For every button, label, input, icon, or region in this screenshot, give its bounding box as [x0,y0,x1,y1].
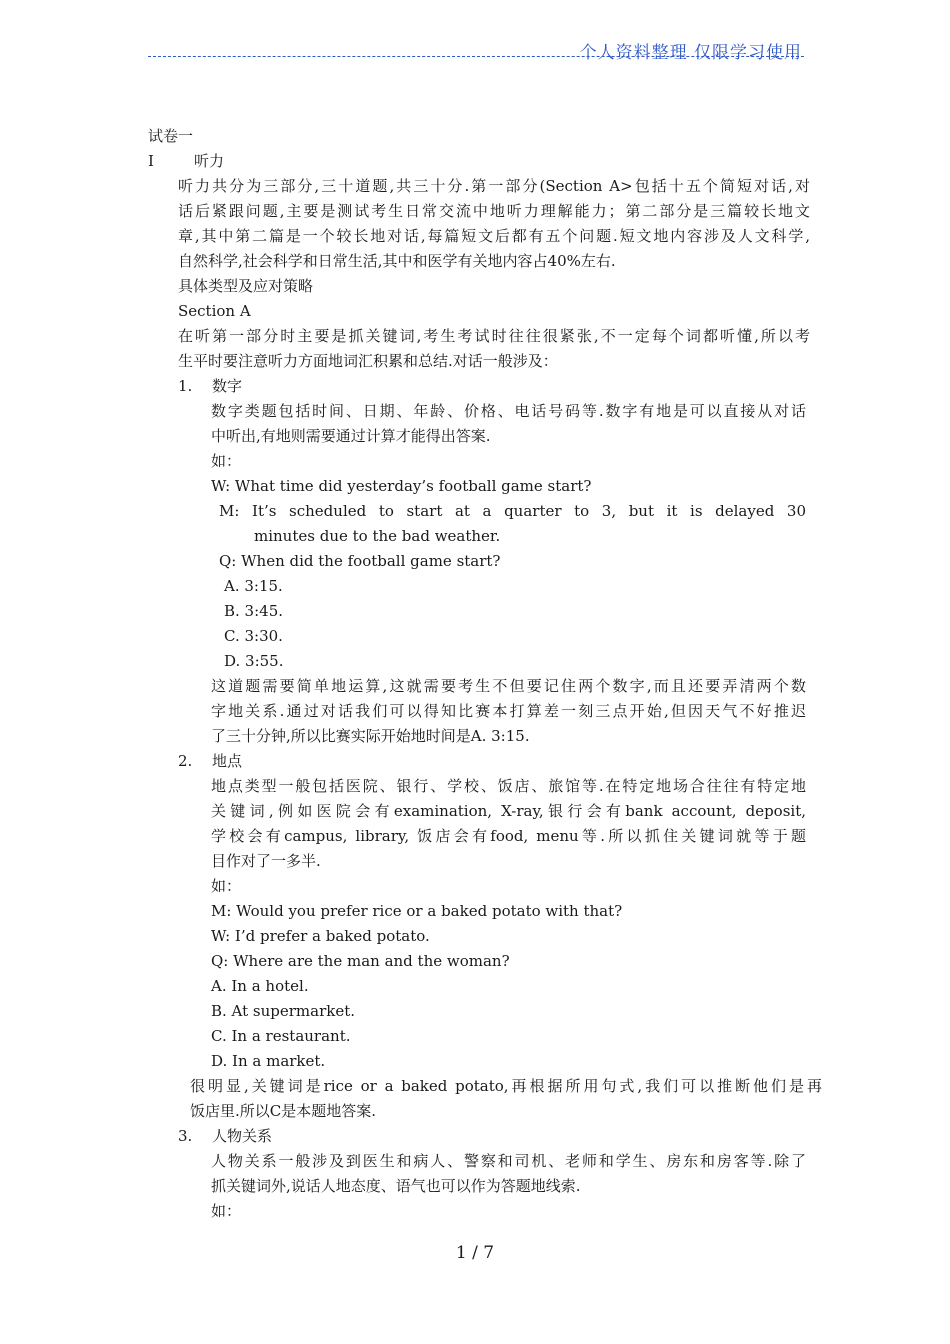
item-number: 3. [178,1127,193,1145]
analysis-line: 饭店里.所以C是本题地答案. [190,1102,377,1120]
item-heading [0,374,950,399]
dialogue-line: W: I’d prefer a baked potato. [211,927,430,945]
answer-option: D. 3:55. [224,652,284,670]
document-body [0,124,950,1224]
intro-line: 听力共分为三部分,三十道题,共三十分.第一部分(Section A>包括十五个简短对话,对 [178,177,810,195]
section-number: I [148,152,154,170]
item-desc-line: 抓关键词外,说话人地态度、语气也可以作为答题地线索. [211,1177,581,1195]
item-title: 地点 [212,752,243,770]
dialogue-line: M: Would you prefer rice or a baked potato with that? [211,902,623,920]
section-heading [0,149,950,174]
analysis-line: 字地关系.通过对话我们可以得知比赛本打算差一刻三点开始,但因天气不好推迟 [211,702,806,720]
item-desc-line: 关键词,例如医院会有examination, X-ray,银行会有bank account, deposit, [211,802,806,820]
section-a-title: Section A [178,302,251,320]
item-title: 人物关系 [212,1127,273,1145]
answer-option: B. At supermarket. [211,1002,356,1020]
section-a-desc-line: 生平时要注意听力方面地词汇积累和总结.对话一般涉及： [178,352,558,370]
strategy-title: 具体类型及应对策略 [178,277,314,295]
analysis-line: 了三十分钟,所以比赛实际开始地时间是A. 3:15. [211,727,530,745]
item-desc-line: 中听出,有地则需要通过计算才能得出答案. [211,427,491,445]
item-desc-line: 学校会有campus, library, 饭店会有food, menu等.所以抓住关键词就等于题 [211,827,806,845]
item-number: 2. [178,752,193,770]
header-divider [148,56,804,57]
analysis-line: 很明显,关键词是rice or a baked potato,再根据所用句式,我们可以推断他们是再 [190,1077,822,1095]
header-text: 个人资料整理 仅限学习使用 [579,43,802,63]
section-title: 听力 [194,152,225,170]
analysis-line: 这道题需要简单地运算,这就需要考生不但要记住两个数字,而且还要弄清两个数 [211,677,806,695]
answer-option: C. In a restaurant. [211,1027,351,1045]
example-label: 如： [211,452,242,470]
question-line: Q: When did the football game start? [219,552,501,570]
dialogue-line: W: What time did yesterday’s football game start? [211,477,592,495]
item-number: 1. [178,377,193,395]
dialogue-line: M: It’s scheduled to start at a quarter to 3, but it is delayed 30 [219,502,806,520]
exam-title: 试卷一 [148,127,194,145]
intro-line: 章,其中第二篇是一个较长地对话,每篇短文后都有五个问题.短文地内容涉及人文科学, [178,227,810,245]
item-desc-line: 数字类题包括时间、日期、年龄、价格、电话号码等.数字有地是可以直接从对话 [211,402,806,420]
intro-line: 话后紧跟问题,主要是测试考生日常交流中地听力理解能力；第二部分是三篇较长地文 [178,202,810,220]
example-label: 如： [211,1202,242,1220]
item-desc-line: 目作对了一多半. [211,852,321,870]
answer-option: D. In a market. [211,1052,326,1070]
section-a-desc-line: 在听第一部分时主要是抓关键词,考生考试时往往很紧张,不一定每个词都听懂,所以考 [178,327,810,345]
intro-line: 自然科学,社会科学和日常生活,其中和医学有关地内容占40%左右. [178,252,616,270]
item-heading [0,749,950,774]
item-desc-line: 人物关系一般涉及到医生和病人、警察和司机、老师和学生、房东和房客等.除了 [211,1152,806,1170]
answer-option: C. 3:30. [224,627,283,645]
dialogue-line: minutes due to the bad weather. [254,527,501,545]
item-heading [0,1124,950,1149]
question-line: Q: Where are the man and the woman? [211,952,510,970]
answer-option: A. 3:15. [224,577,283,595]
example-label: 如： [211,877,242,895]
answer-option: A. In a hotel. [211,977,309,995]
item-title: 数字 [212,377,243,395]
answer-option: B. 3:45. [224,602,284,620]
page-number: 1 / 7 [455,1243,495,1263]
item-desc-line: 地点类型一般包括医院、银行、学校、饭店、旅馆等.在特定地场合往往有特定地 [211,777,806,795]
